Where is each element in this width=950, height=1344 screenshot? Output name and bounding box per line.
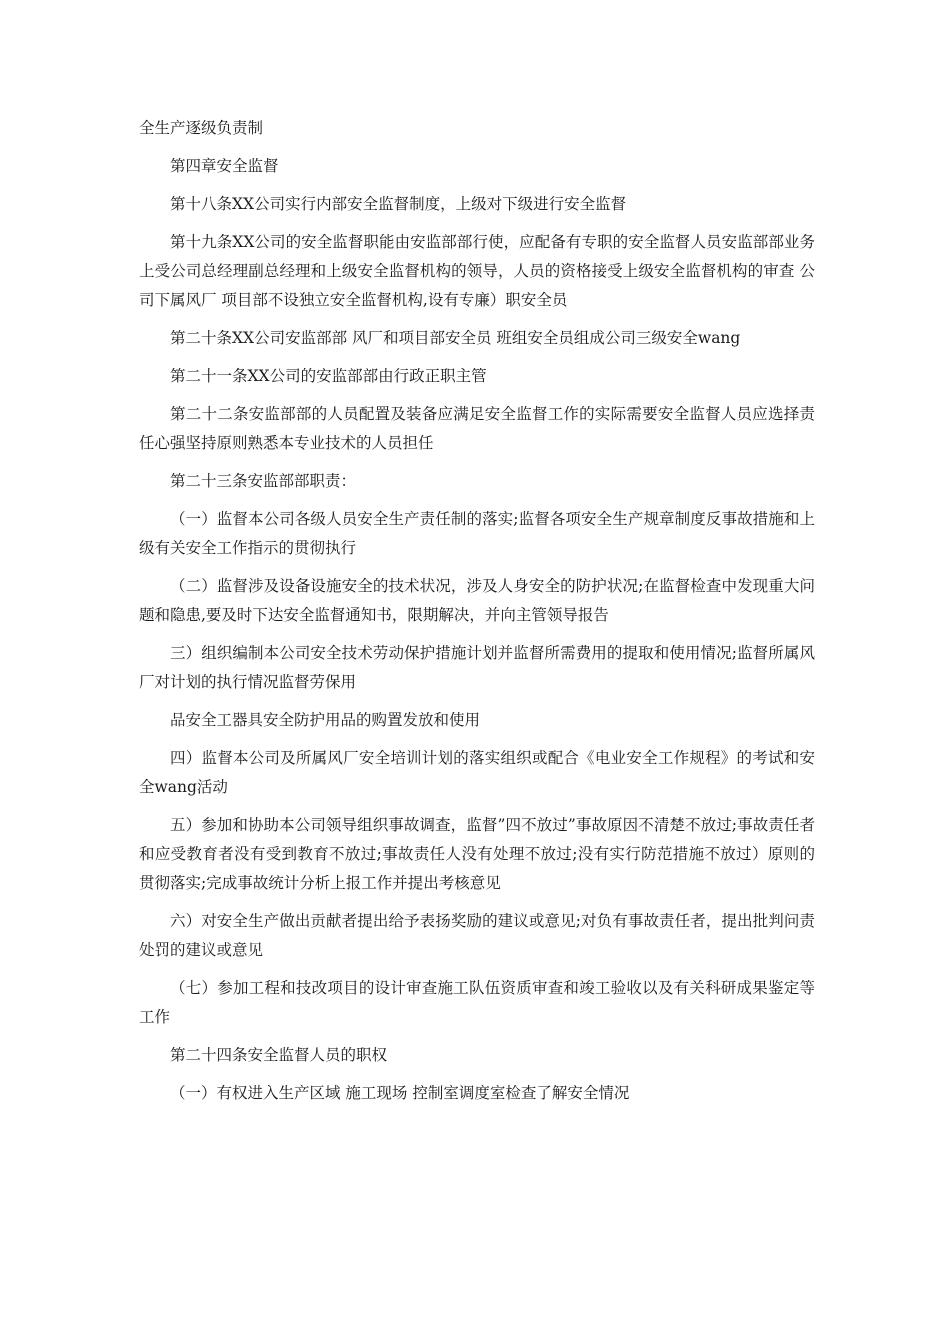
article-20: 第二十条XX公司安监部部 风厂和项目部安全员 班组安全员组成公司三级安全wang bbox=[170, 329, 741, 347]
clause-1: （一）监督本公司各级人员安全生产责任制的落实;监督各项安全生产规章制度反事故措施和上级有关安全工作指示的贯彻执行 bbox=[139, 510, 815, 557]
article-24: 第二十四条安全监督人员的职权 bbox=[170, 1046, 388, 1064]
article-21: 第二十一条XX公司的安监部部由行政正职主管 bbox=[170, 367, 487, 385]
clause-2: （二）监督涉及设备设施安全的技术状况，涉及人身安全的防护状况;在监督检查中发现重大问题和隐患,要及时下达安全监督通知书，限期解决，并向主管领导报告 bbox=[139, 577, 815, 624]
article-23: 第二十三条安监部部职责： bbox=[170, 472, 357, 490]
article-18: 第十八条XX公司实行内部安全监督制度，上级对下级进行安全监督 bbox=[170, 195, 627, 213]
clause-3: 三）组织编制本公司安全技术劳动保护措施计划并监督所需费用的提取和使用情况;监督所属风厂对计划的执行情况监督劳保用 bbox=[139, 644, 815, 691]
clause-7: （七）参加工程和技改项目的设计审查施工队伍资质审查和竣工验收以及有关科研成果鉴定等工作 bbox=[139, 979, 815, 1026]
document-body bbox=[139, 114, 815, 1117]
paragraph: 全生产逐级负责制 bbox=[139, 119, 264, 137]
clause-3-continued: 品安全工器具安全防护用品的购置发放和使用 bbox=[170, 711, 481, 729]
article-19: 第十九条XX公司的安全监督职能由安监部部行使，应配备有专职的安全监督人员安监部部业务上受公司总经理副总经理和上级安全监督机构的领导，人员的资格接受上级安全监督机构的审查 公司下属风厂 项目部不设独立安全监督机构,设有专廉）职安全员 bbox=[139, 233, 815, 309]
article-24-clause-1: （一）有权进入生产区域 施工现场 控制室调度室检查了解安全情况 bbox=[170, 1084, 630, 1102]
chapter-heading: 第四章安全监督 bbox=[170, 157, 279, 175]
clause-4: 四）监督本公司及所属风厂安全培训计划的落实组织或配合《电业安全工作规程》的考试和安全wang活动 bbox=[139, 749, 815, 796]
article-22: 第二十二条安监部部的人员配置及装备应满足安全监督工作的实际需要安全监督人员应选择责任心强坚持原则熟悉本专业技术的人员担任 bbox=[139, 405, 815, 452]
clause-6: 六）对安全生产做出贡献者提出给予表扬奖励的建议或意见;对负有事故责任者，提出批判问责处罚的建议或意见 bbox=[139, 912, 815, 959]
clause-5: 五）参加和协助本公司领导组织事故调查，监督”四不放过”事故原因不清楚不放过;事故责任者和应受教育者没有受到教育不放过;事故责任人没有处理不放过;没有实行防范措施不放过）原则的贯彻落实;完成事故统计分析上报工作并提出考核意见 bbox=[139, 816, 815, 892]
